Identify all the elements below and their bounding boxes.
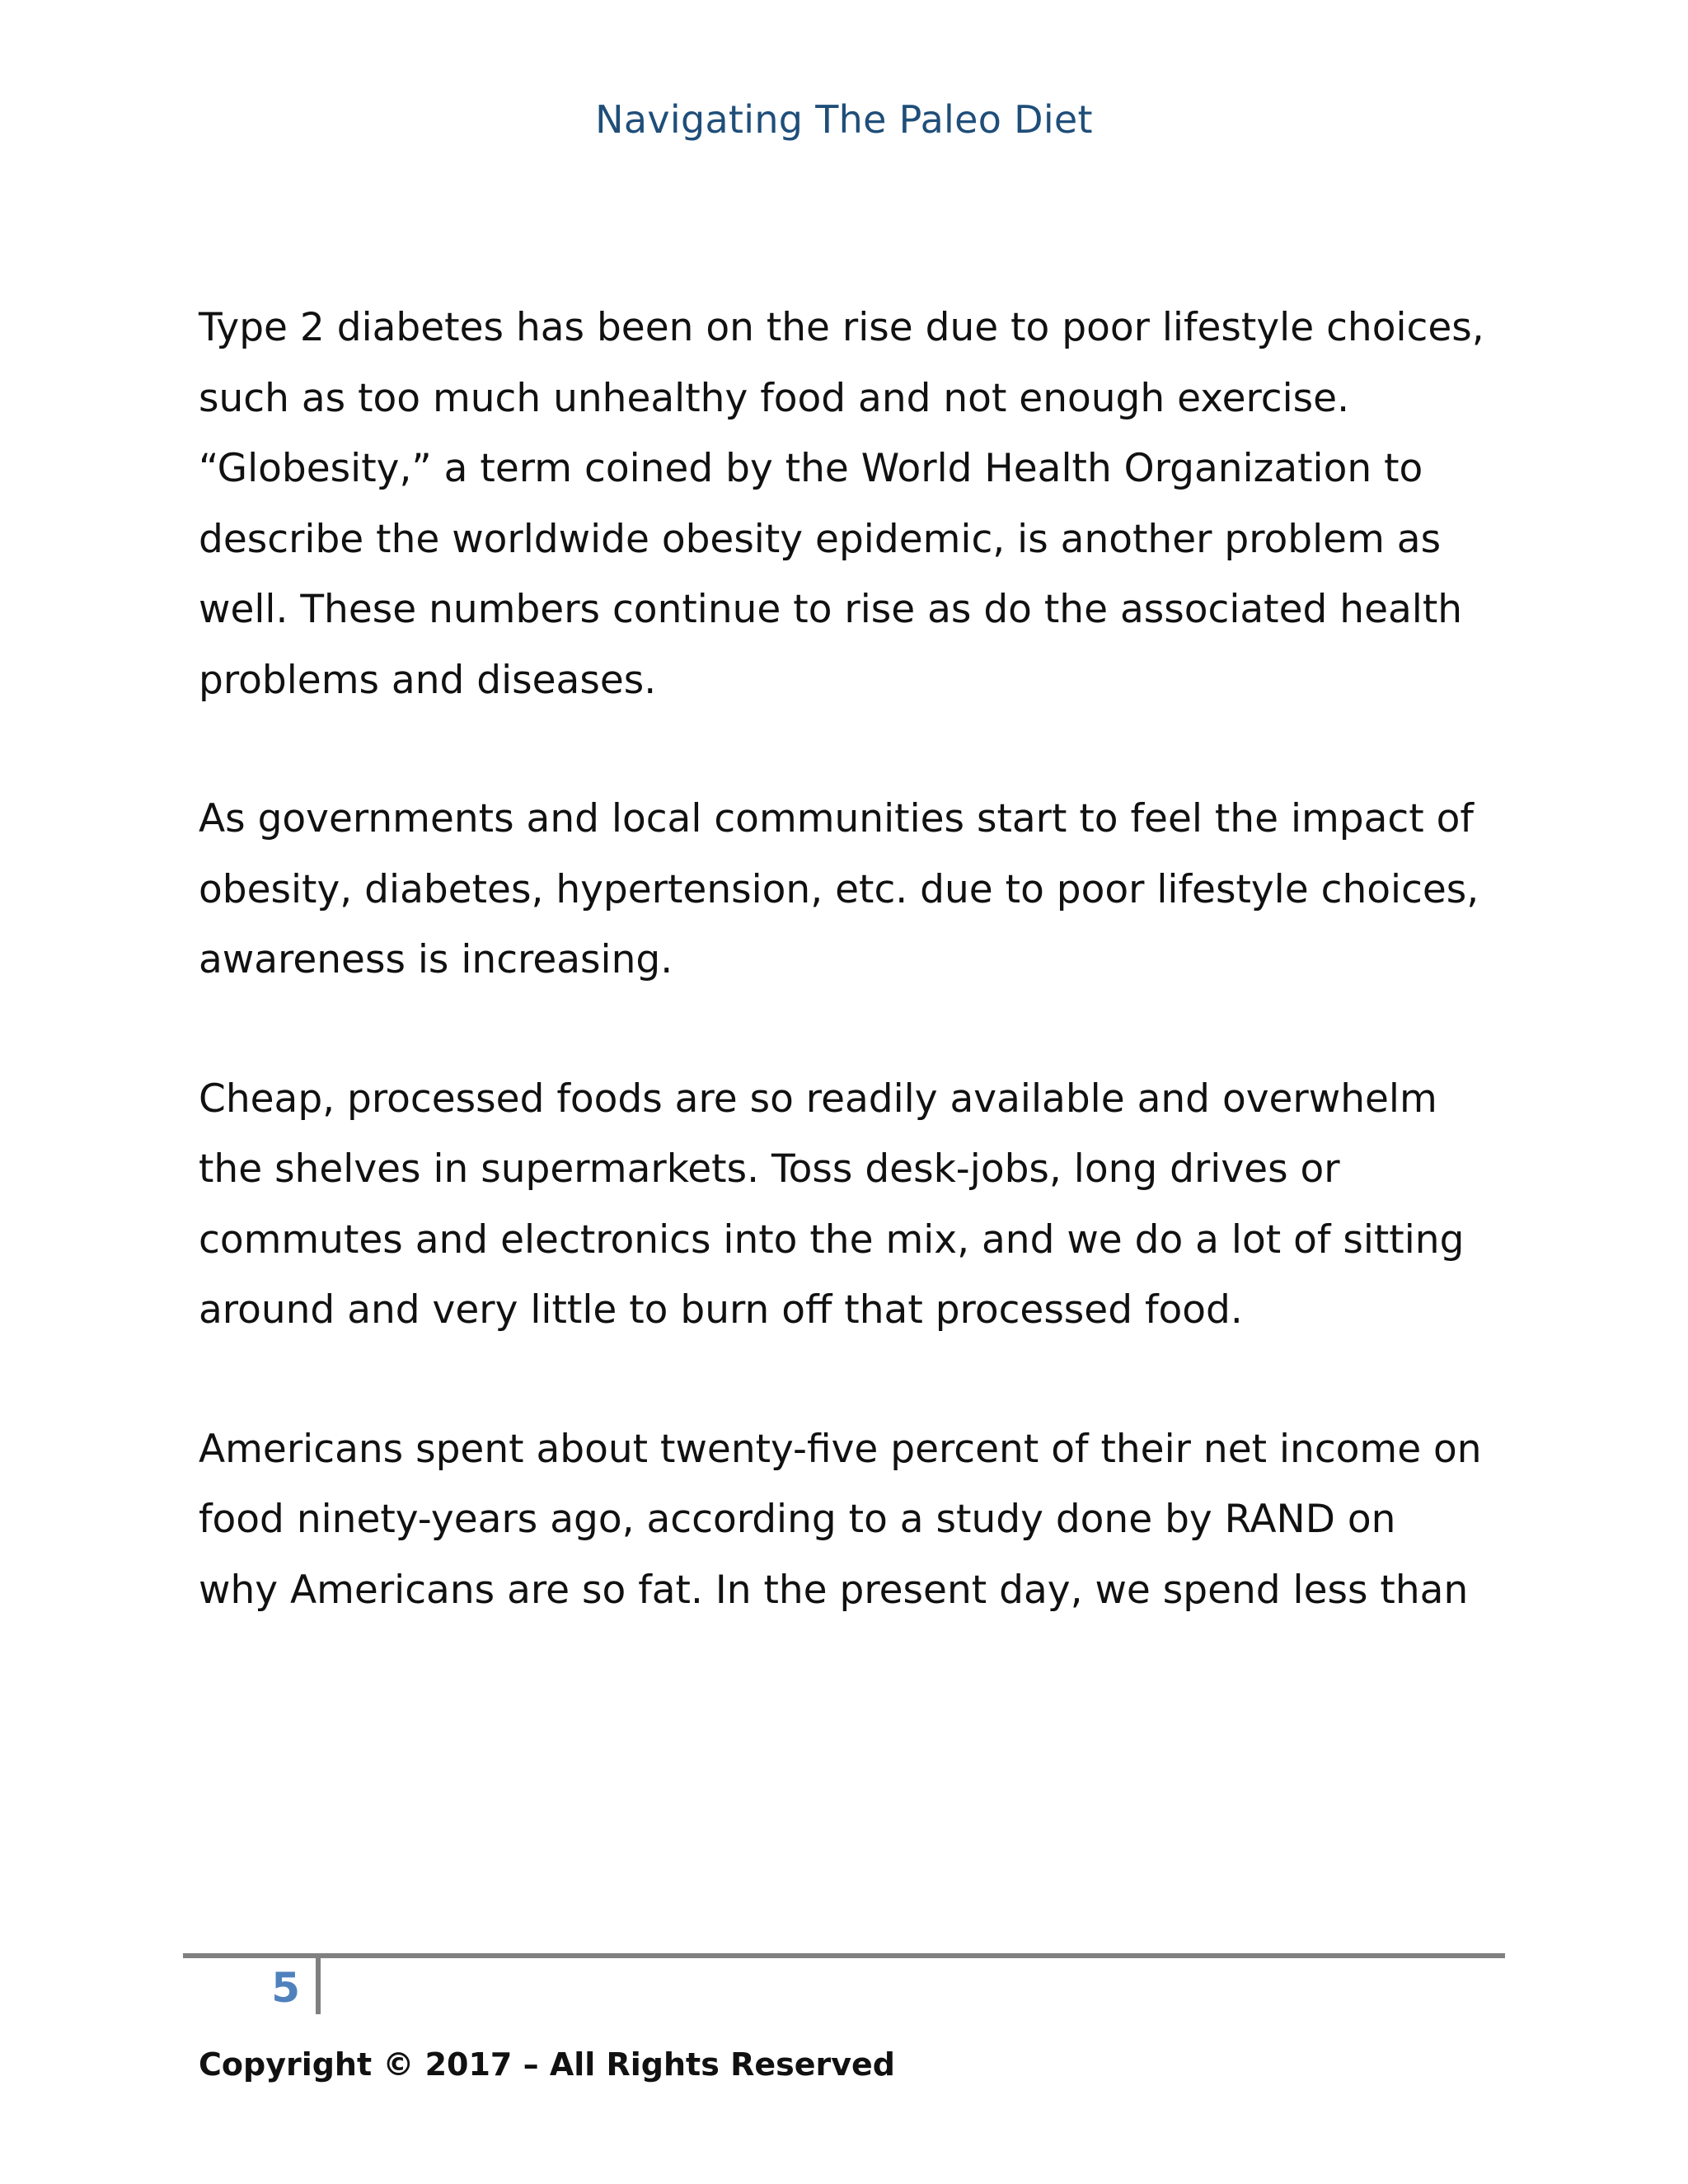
paragraph-2: As governments and local communities start to feel the impact of obesity, diabetes, hypertension, etc. due to poor lifestyle choices, awareness is increasing. bbox=[199, 796, 1479, 982]
running-header-title: Navigating The Paleo Diet bbox=[595, 97, 1093, 142]
copyright-notice: Copyright © 2017 – All Rights Reserved bbox=[199, 2046, 895, 2083]
body-text bbox=[199, 293, 1517, 1625]
footer-rule bbox=[183, 1953, 1505, 1958]
page-number-divider bbox=[316, 1958, 321, 2014]
page-number-value: 5 bbox=[271, 1964, 300, 2012]
paragraph-4: Americans spent about twenty-five percent of their net income on food ninety-years ago, according to a study done by RAND on why Americans are so fat. In the present day, we spend less than bbox=[199, 1426, 1482, 1613]
page-number bbox=[183, 1960, 307, 2016]
paragraph-1: Type 2 diabetes has been on the rise due to poor lifestyle choices, such as too much unhealthy food and not enough exercise. “Globesity,” a term coined by the World Health Organization to describe the worldwide obesity epidemic, is another problem as well. These numbers continue to rise as do the associated health problems and diseases. bbox=[199, 305, 1484, 703]
paragraph-3: Cheap, processed foods are so readily available and overwhelm the shelves in supermarkets. Toss desk-jobs, long drives or commutes and electronics into the mix, and we do a lot of sitting around and very little to burn off that processed food. bbox=[199, 1076, 1465, 1333]
